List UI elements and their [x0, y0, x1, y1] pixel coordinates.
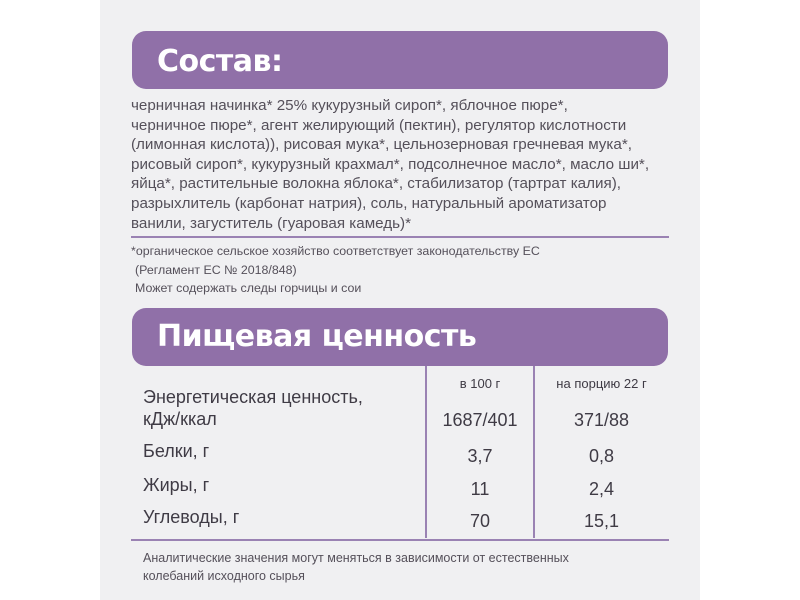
energy-per100: 1687/401 [442, 410, 518, 430]
ingredients-line: (лимонная кислота)), рисовая мука*, цельнозерновая гречневая мука*, [131, 136, 632, 154]
energy-label-line1: Энергетическая ценность, [143, 387, 363, 407]
per100-header: в 100 г [459, 376, 501, 391]
protein-label: Белки, г [143, 441, 210, 461]
ingredients-line: рисовый сироп*, кукурузный крахмал*, подсолнечное масло*, масло ши*, [131, 155, 650, 173]
allergen-note: Может содержать следы горчицы и сои [135, 281, 362, 295]
fat-per100: 11 [470, 479, 490, 499]
divider [131, 236, 669, 238]
composition-banner [132, 31, 668, 89]
carbs-per100: 70 [469, 511, 491, 531]
composition-title: Состав: [157, 44, 283, 79]
regulation-note: (Регламент ЕС № 2018/848) [135, 262, 297, 277]
analytic-disclaimer [143, 549, 673, 585]
portion-header: на порцию 22 г [556, 376, 647, 391]
fat-portion: 2,4 [588, 479, 615, 499]
carbs-label: Углеводы, г [143, 507, 240, 527]
protein-per100: 3,7 [467, 446, 493, 466]
disclaimer-line: Аналитические значения могут меняться в зависимости от естественных [143, 551, 569, 565]
divider [131, 539, 669, 541]
ingredients-line: черничная начинка* 25% кукурузный сироп*, яблочное пюре*, [131, 97, 568, 114]
energy-label [143, 386, 363, 430]
nutrition-banner [132, 308, 668, 366]
composition-notes [131, 242, 676, 298]
carbs-portion: 15,1 [583, 511, 620, 531]
ingredients-line: черничное пюре*, агент желирующий (пектин), регулятор кислотности [131, 116, 627, 134]
ingredients-line: яйца*, растительные волокна яблока*, стабилизатор (тартрат калия), [131, 175, 621, 193]
ingredients-line: ванили, загуститель (гуаровая камедь)* [131, 214, 411, 232]
ingredients-line: разрыхлитель (карбонат натрия), соль, натуральный ароматизатор [131, 194, 607, 212]
energy-label-line2: кДж/ккал [143, 409, 217, 429]
disclaimer-line: колебаний исходного сырья [143, 569, 305, 583]
fat-label: Жиры, г [143, 475, 210, 495]
ingredients-text [131, 96, 676, 233]
energy-portion: 371/88 [573, 410, 630, 430]
protein-portion: 0,8 [588, 446, 615, 466]
organic-note: *органическое сельское хозяйство соответствует законодательству ЕС [131, 244, 540, 258]
nutrition-title: Пищевая ценность [157, 319, 477, 354]
